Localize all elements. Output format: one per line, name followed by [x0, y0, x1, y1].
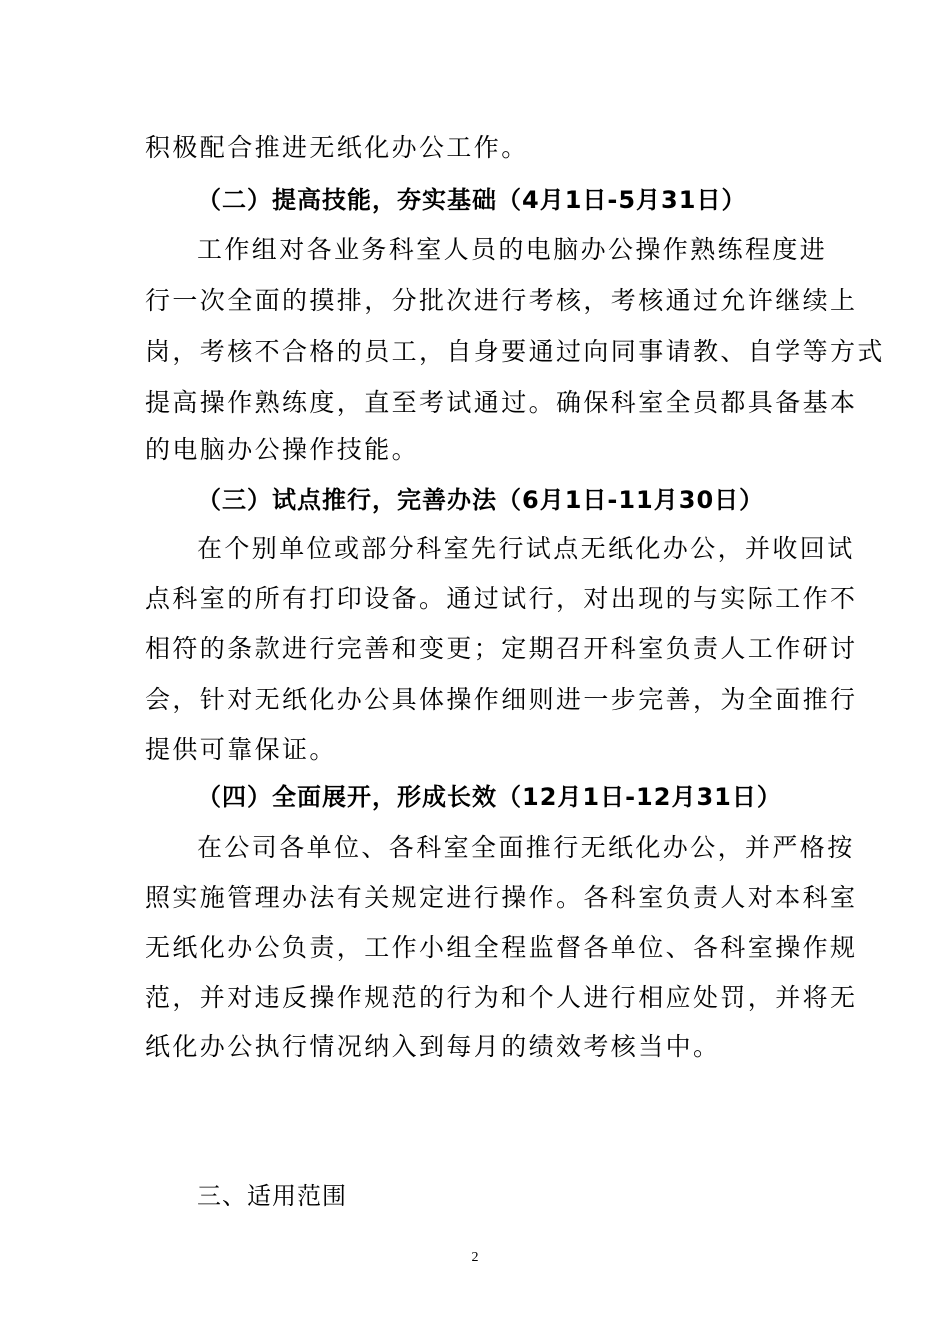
paragraph-line: 纸化办公执行情况纳入到每月的绩效考核当中。	[145, 1032, 721, 1061]
paragraph-line: 相符的条款进行完善和变更；定期召开科室负责人工作研讨	[145, 634, 858, 663]
paragraph-line: 提供可靠保证。	[145, 735, 337, 764]
paragraph-line: 的电脑办公操作技能。	[145, 435, 420, 464]
paragraph-line: 工作组对各业务科室人员的电脑办公操作熟练程度进	[197, 235, 828, 264]
paragraph-line: 提高操作熟练度，直至考试通过。确保科室全员都具备基本	[145, 388, 858, 417]
paragraph-line: 在公司各单位、各科室全面推行无纸化办公，并严格按	[197, 833, 855, 862]
section-heading: 三、适用范围	[197, 1182, 347, 1210]
paragraph-line: 无纸化办公负责，工作小组全程监督各单位、各科室操作规	[145, 933, 858, 962]
paragraph-line: 点科室的所有打印设备。通过试行，对出现的与实际工作不	[145, 584, 858, 613]
phase-heading: （三）试点推行，完善办法（6月1日-11月30日）	[197, 486, 765, 514]
paragraph-line: 积极配合推进无纸化办公工作。	[145, 133, 529, 162]
phase-heading: （四）全面展开，形成长效（12月1日-12月31日）	[197, 783, 782, 811]
paragraph-line: 范，并对违反操作规范的行为和个人进行相应处罚，并将无	[145, 983, 858, 1012]
paragraph-line: 照实施管理办法有关规定进行操作。各科室负责人对本科室	[145, 883, 858, 912]
paragraph-line: 会，针对无纸化办公具体操作细则进一步完善，为全面推行	[145, 685, 858, 714]
page-number: 2	[471, 1250, 479, 1265]
paragraph-line: 在个别单位或部分科室先行试点无纸化办公，并收回试	[197, 534, 855, 563]
paragraph-line: 岗，考核不合格的员工，自身要通过向同事请教、自学等方式	[145, 337, 885, 366]
paragraph-line: 行一次全面的摸排，分批次进行考核，考核通过允许继续上	[145, 286, 858, 315]
phase-heading: （二）提高技能，夯实基础（4月1日-5月31日）	[197, 186, 747, 214]
